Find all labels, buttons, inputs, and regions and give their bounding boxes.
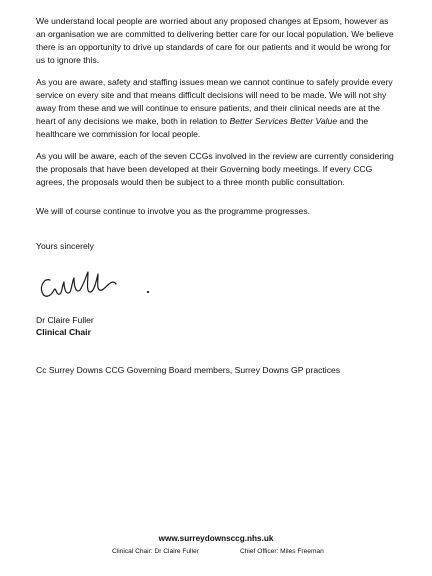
signer-name: Dr Claire Fuller (36, 315, 94, 325)
cc-line: Cc Surrey Downs CCG Governing Board members, Surrey Downs GP practices (36, 365, 341, 375)
closing-salutation: Yours sincerely (36, 241, 94, 251)
programme-name: Better Services Better Value (229, 116, 338, 126)
signer-title: Clinical Chair (36, 327, 91, 337)
handwritten-signature (36, 268, 166, 304)
paragraph-safety-staffing-start: As you are aware, safety and staffing issues mean we cannot continue to safely provide every service on every site and that means difficult decisions will need to be made. We will not shy away from these and we will continue to ensure patients, and their clinical needs are at the heart of any decisions we make, both in relation to (36, 77, 393, 126)
paragraph-ccg-review: As you will be aware, each of the seven CCGs involved in the review are currently considering the proposals that have been developed at their Governing body meetings. If every CCG agrees, the proposals would then be subject to a three month public consultation. (36, 151, 394, 187)
paragraph-epsom-concerns: We understand local people are worried about any proposed changes at Epsom, however as an organisation we are committed to delivering better care for our local population. We believe there is an opportunity to drive up standards of care for our patients and it would be wrong for us to ignore this. (36, 16, 394, 65)
footer-clinical-chair: Clinical Chair: Dr Claire Fuller (112, 548, 199, 555)
footer-website-link[interactable]: www.surreydownsccg.nhs.uk (158, 534, 274, 543)
paragraph-safety-staffing (36, 76, 398, 141)
footer-chief-officer: Chief Officer: Miles Freeman (240, 548, 324, 555)
paragraph-safety-staffing-end: and the healthcare we commission for local people. (36, 116, 369, 139)
paragraph-involvement: We will of course continue to involve you as the programme progresses. (36, 206, 311, 216)
